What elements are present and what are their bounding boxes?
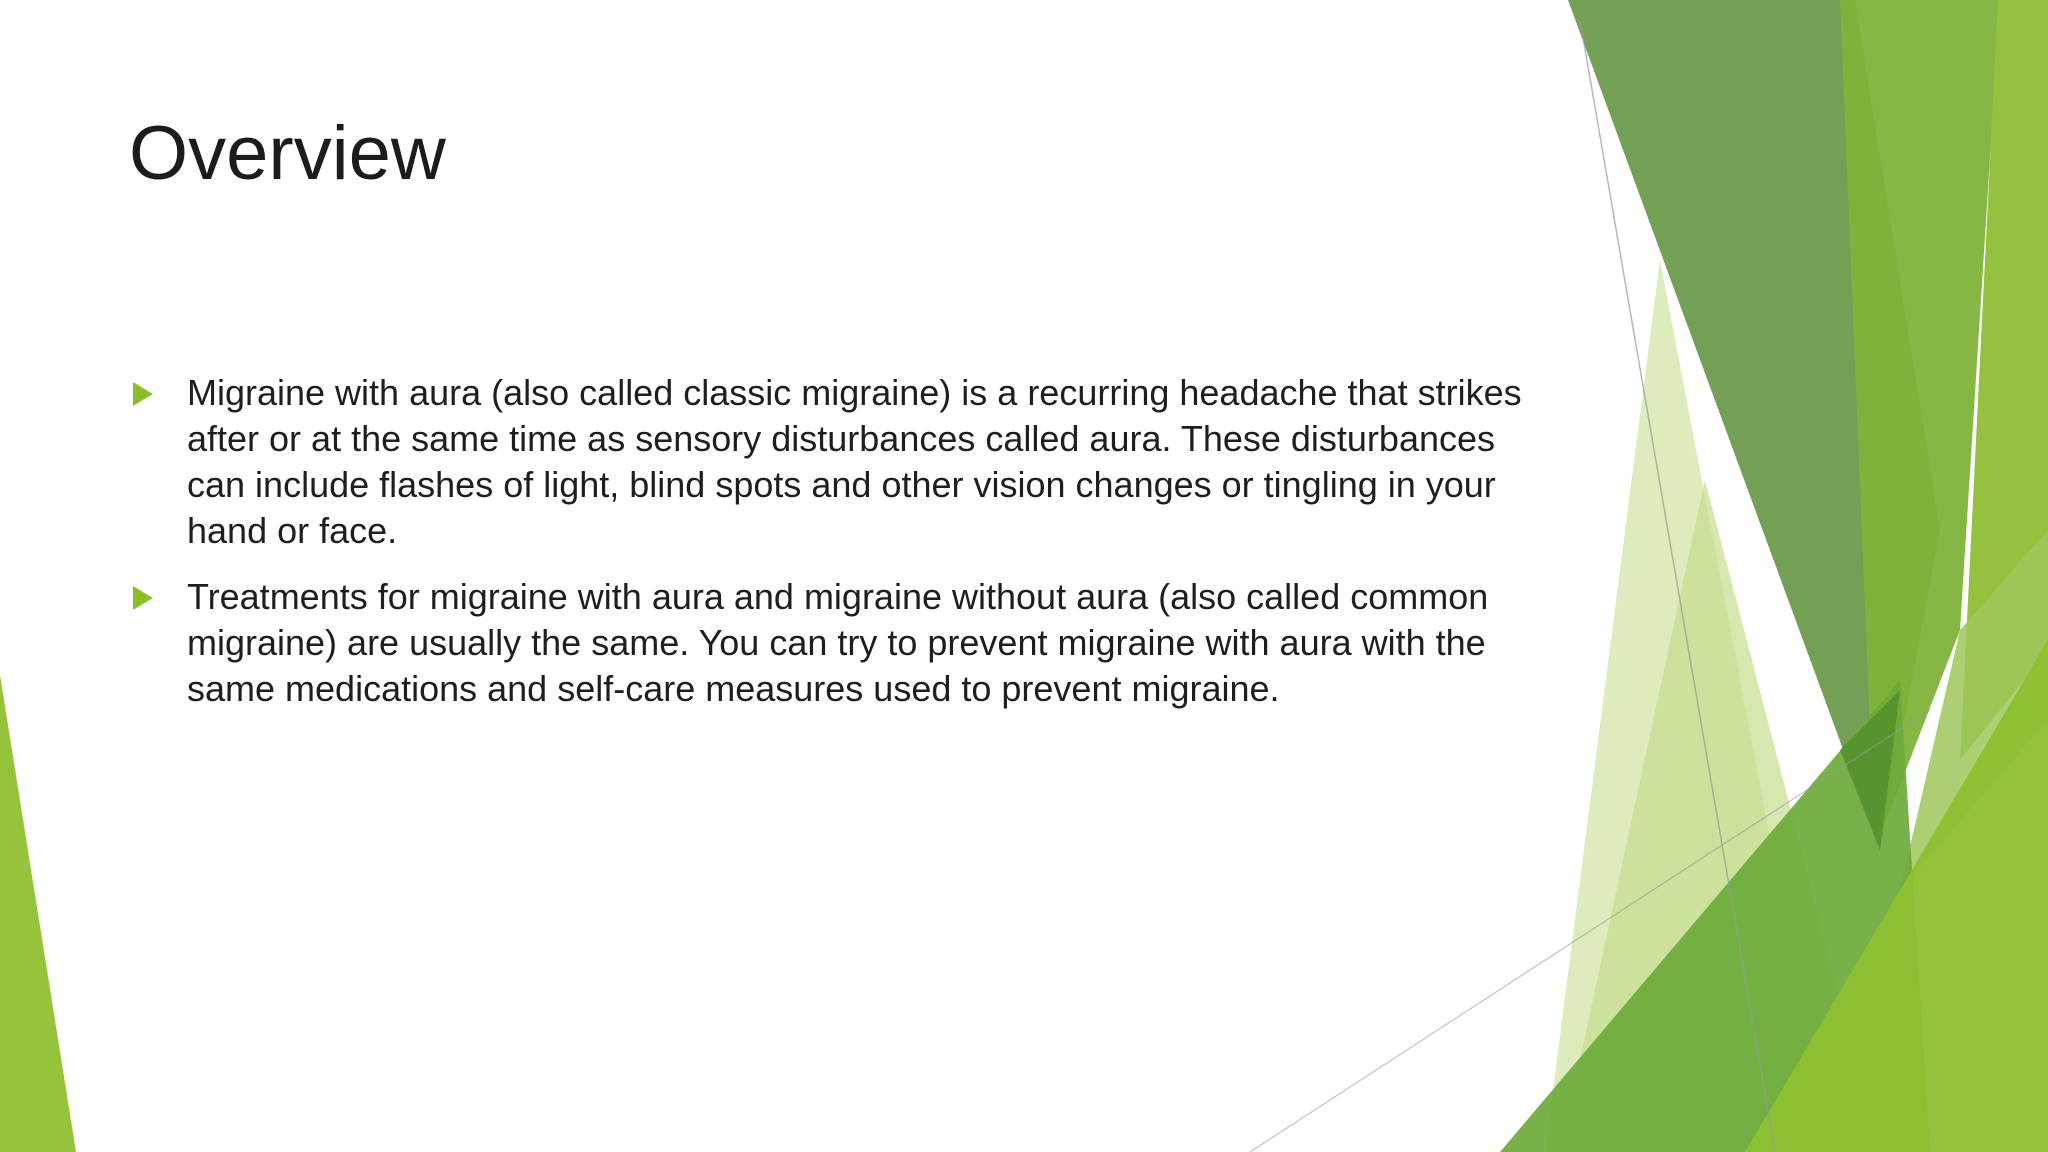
bullet-item xyxy=(129,370,1529,554)
bullet-text: Treatments for migraine with aura and migraine without aura (also called common migraine) are usually the same. You can try to prevent migraine with aura with the same medications and self-care measures used to prevent migraine. xyxy=(187,576,1489,709)
triangle-right-icon xyxy=(133,382,153,406)
triangle-right-icon xyxy=(133,586,153,610)
bullet-list xyxy=(129,370,1529,732)
slide-title: Overview xyxy=(129,111,446,196)
left-green-shape xyxy=(0,675,76,1152)
bullet-text: Migraine with aura (also called classic migraine) is a recurring headache that strikes after or at the same time as sensory disturbances called aura. These disturbances can include flashes of light, blind spots and other vision changes or tingling in your hand or face. xyxy=(187,372,1522,551)
bullet-item xyxy=(129,574,1529,712)
